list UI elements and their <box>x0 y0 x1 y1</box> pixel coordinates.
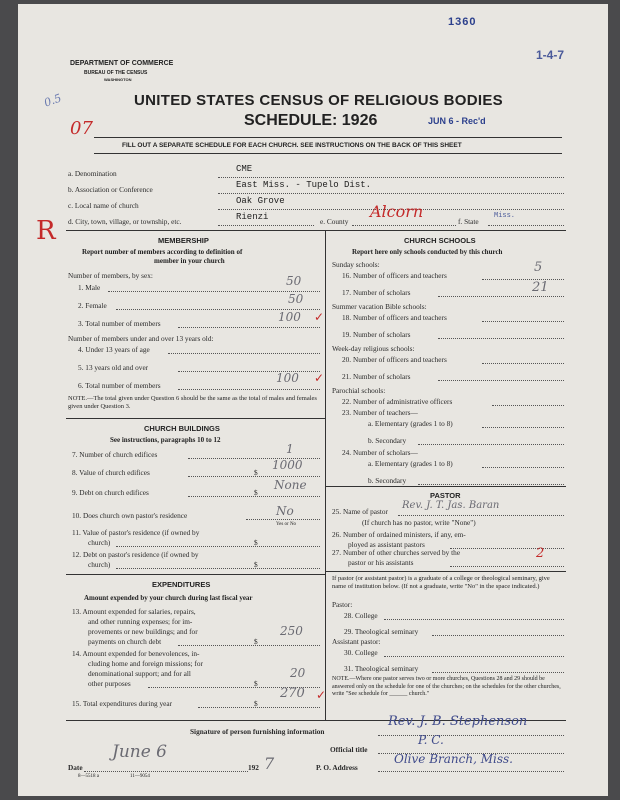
bureau-name: BUREAU OF THE CENSUS <box>84 70 148 76</box>
q6-total-value: 100 <box>276 371 299 385</box>
q18-label: 18. Number of officers and teachers <box>342 313 447 322</box>
q14-block-line: 14. Amount expended for benevolences, in- <box>72 649 200 658</box>
q8-dollar: $ <box>254 468 258 477</box>
q25-note: (If church has no pastor, write "None") <box>362 518 476 527</box>
form-title: UNITED STATES CENSUS OF RELIGIOUS BODIES <box>134 92 503 109</box>
check-mark-icon: ✓ <box>316 688 327 702</box>
q13-dollar: $ <box>254 637 258 646</box>
q19-label: 19. Number of scholars <box>342 330 411 339</box>
church-name-label: c. Local name of church <box>68 201 139 210</box>
q17-label: 17. Number of scholars <box>342 288 411 297</box>
q2-female-label: 2. Female <box>78 301 107 310</box>
q11-dollar: $ <box>254 538 258 547</box>
q14-label <box>72 649 203 689</box>
q14-dollar: $ <box>254 679 258 688</box>
q10-label: 10. Does church own pastor's residence <box>72 511 188 520</box>
q9-label: 9. Debt on church edifices <box>72 488 149 497</box>
membership-subtitle-1: Report number of members according to definition of <box>82 248 243 256</box>
buildings-title: CHURCH BUILDINGS <box>144 424 220 433</box>
assistant-sub-label: Assistant pastor: <box>332 637 381 646</box>
q11-label-1: 11. Value of pastor's residence (if owned by <box>72 528 200 537</box>
state-value: Miss. <box>494 212 516 220</box>
q4-under13-label: 4. Under 13 years of age <box>78 345 150 354</box>
q25-value: Rev. J. T. Jas. Baran <box>402 500 500 511</box>
q26-label-1: 26. Number of ordained ministers, if any, em- <box>332 530 466 539</box>
q14-value: 20 <box>290 666 306 680</box>
city-label: d. City, town, village, or township, etc. <box>68 217 182 226</box>
q15-dollar: $ <box>254 699 258 708</box>
age-heading: Number of members under and over 13 years old: <box>68 334 214 343</box>
schedule-title: SCHEDULE: 1926 <box>244 112 378 129</box>
official-title-value: P. C. <box>418 733 444 747</box>
q7-label: 7. Number of church edifices <box>72 450 158 459</box>
q12-label-1: 12. Debt on pastor's residence (if owned by <box>72 550 199 559</box>
q10-yes-no-hint: Yes or No <box>276 522 297 527</box>
q25-label: 25. Name of pastor <box>332 507 388 516</box>
year-value: 7 <box>264 754 275 773</box>
q13-block-line: and other running expenses; for im- <box>88 617 193 626</box>
q16-value: 5 <box>534 260 543 275</box>
stamp-number: 1360 <box>448 16 477 28</box>
official-title-label: Official title <box>330 745 368 754</box>
q1-male-label: 1. Male <box>78 283 101 292</box>
q29-label: 29. Theological seminary <box>344 627 419 636</box>
q15-label: 15. Total expenditures during year <box>72 699 173 708</box>
received-stamp: JUN 6 - Rec'd <box>428 116 486 126</box>
q8-value: 1000 <box>272 458 303 472</box>
q16-label: 16. Number of officers and teachers <box>342 271 447 280</box>
signature-label: Signature of person furnishing information <box>190 727 325 736</box>
q20-label: 20. Number of officers and teachers <box>342 355 447 364</box>
q24b-label: b. Secondary <box>368 476 407 485</box>
membership-title: MEMBERSHIP <box>158 236 209 245</box>
q24a-label: a. Elementary (grades 1 to 8) <box>368 459 453 468</box>
q22-label: 22. Number of administrative officers <box>342 397 453 406</box>
county-label: e. County <box>320 217 349 226</box>
q17-value: 21 <box>532 280 549 295</box>
check-mark-icon: ✓ <box>314 371 325 385</box>
q9-value: None <box>274 478 307 492</box>
q9-dollar: $ <box>254 488 258 497</box>
q12-label-2: church) <box>88 560 111 569</box>
q10-value: No <box>276 504 294 518</box>
po-address-value: Olive Branch, Miss. <box>394 752 513 766</box>
department-name: DEPARTMENT OF COMMERCE <box>70 60 174 67</box>
q11-label-2: church) <box>88 538 111 547</box>
check-mark-icon: ✓ <box>314 310 325 324</box>
corner-code: 1-4-7 <box>536 48 565 62</box>
pastor-final-note: NOTE.—Where one pastor serves two or more churches, Questions 28 and 29 should be answered only on the schedule for one of the churches; on the schedules for the other churches, write "See schedule for ______ church." <box>332 676 561 697</box>
q14-block-line: denominational support; and for all <box>88 669 191 678</box>
q15-value: 270 <box>280 686 305 701</box>
parochial-schools-heading: Parochial schools: <box>332 386 386 395</box>
summer-schools-heading: Summer vacation Bible schools: <box>332 302 427 311</box>
red-letter-mark: R <box>36 216 56 246</box>
q3-total-label: 3. Total number of members <box>78 319 161 328</box>
q8-label: 8. Value of church edifices <box>72 468 150 477</box>
graduate-note: If pastor (or assistant pastor) is a graduate of a college or theological seminary, give name of institution below. (If not a graduate, write "No" in the space indicated.) <box>332 575 550 590</box>
membership-subtitle-2: member in your church <box>154 257 225 265</box>
census-schedule-page <box>18 4 608 796</box>
q23a-label: a. Elementary (grades 1 to 8) <box>368 419 453 428</box>
denomination-value: CME <box>236 164 253 174</box>
q7-value: 1 <box>286 442 294 456</box>
state-label: f. State <box>458 217 479 226</box>
q13-block-line: provements or new buildings; and for <box>88 627 198 636</box>
date-label: Date <box>68 763 83 772</box>
buildings-subtitle: See instructions, paragraphs 10 to 12 <box>110 436 221 444</box>
q31-label: 31. Theological seminary <box>344 664 419 673</box>
pastor-title: PASTOR <box>430 491 461 500</box>
city-value: Rienzi <box>236 212 269 222</box>
form-number: 8—5518 a <box>78 774 99 779</box>
q28-label: 28. College <box>344 611 378 620</box>
q14-block-line: cluding home and foreign missions; for <box>88 659 203 668</box>
church-name-value: Oak Grove <box>236 196 285 206</box>
q12-dollar: $ <box>254 560 258 569</box>
q1-male-value: 50 <box>286 274 302 288</box>
instructions-banner: FILL OUT A SEPARATE SCHEDULE FOR EACH CHURCH. SEE INSTRUCTIONS ON THE BACK OF THIS SHEET <box>122 142 462 149</box>
q13-block-line: 13. Amount expended for salaries, repairs, <box>72 607 196 616</box>
q13-value: 250 <box>280 624 303 638</box>
q13-block-line: payments on church debt <box>88 637 162 646</box>
q27-value: 2 <box>536 546 545 561</box>
bureau-city: WASHINGTON <box>104 77 132 82</box>
q14-block-line: other purposes <box>88 679 131 688</box>
q24-label: 24. Number of scholars— <box>342 448 418 457</box>
q27-label-2: pastor or his assistants <box>348 558 414 567</box>
red-number: 07 <box>70 118 93 139</box>
association-value: East Miss. - Tupelo Dist. <box>236 180 372 190</box>
membership-note: NOTE.—The total given under Question 6 should be the same as the total of males and females given under Question 3. <box>68 395 317 410</box>
q2-female-value: 50 <box>288 292 304 306</box>
q30-label: 30. College <box>344 648 378 657</box>
sunday-schools-heading: Sunday schools: <box>332 260 380 269</box>
q26-label-2: ployed as assistant pastors <box>348 540 425 549</box>
schools-subtitle: Report here only schools conducted by this church <box>352 248 503 256</box>
q3-total-value: 100 <box>278 310 301 324</box>
q23b-label: b. Secondary <box>368 436 407 445</box>
schools-title: CHURCH SCHOOLS <box>404 236 476 245</box>
expenditures-subtitle: Amount expended by your church during last fiscal year <box>84 594 253 602</box>
pencil-corner-mark: 0.5 <box>42 91 64 110</box>
association-label: b. Association or Conference <box>68 185 153 194</box>
weekday-schools-heading: Week-day religious schools: <box>332 344 415 353</box>
form-number-2: 11—9054 <box>130 774 150 779</box>
q23-label: 23. Number of teachers— <box>342 408 418 417</box>
county-value: Alcorn <box>370 202 424 221</box>
pastor-sub-label: Pastor: <box>332 600 353 609</box>
denomination-label: a. Denomination <box>68 169 117 178</box>
signature-value: Rev. J. B. Stephenson <box>388 714 528 729</box>
members-by-sex-label: Number of members, by sex: <box>68 271 153 280</box>
q13-label <box>72 607 198 647</box>
q5-over13-label: 5. 13 years old and over <box>78 363 149 372</box>
q21-label: 21. Number of scholars <box>342 372 411 381</box>
q27-label-1: 27. Number of other churches served by the <box>332 548 461 557</box>
q6-total-label: 6. Total number of members <box>78 381 161 390</box>
year-prefix: 192 <box>248 763 259 772</box>
po-address-label: P. O. Address <box>316 763 358 772</box>
expenditures-title: EXPENDITURES <box>152 580 211 589</box>
date-value: June 6 <box>112 742 167 762</box>
